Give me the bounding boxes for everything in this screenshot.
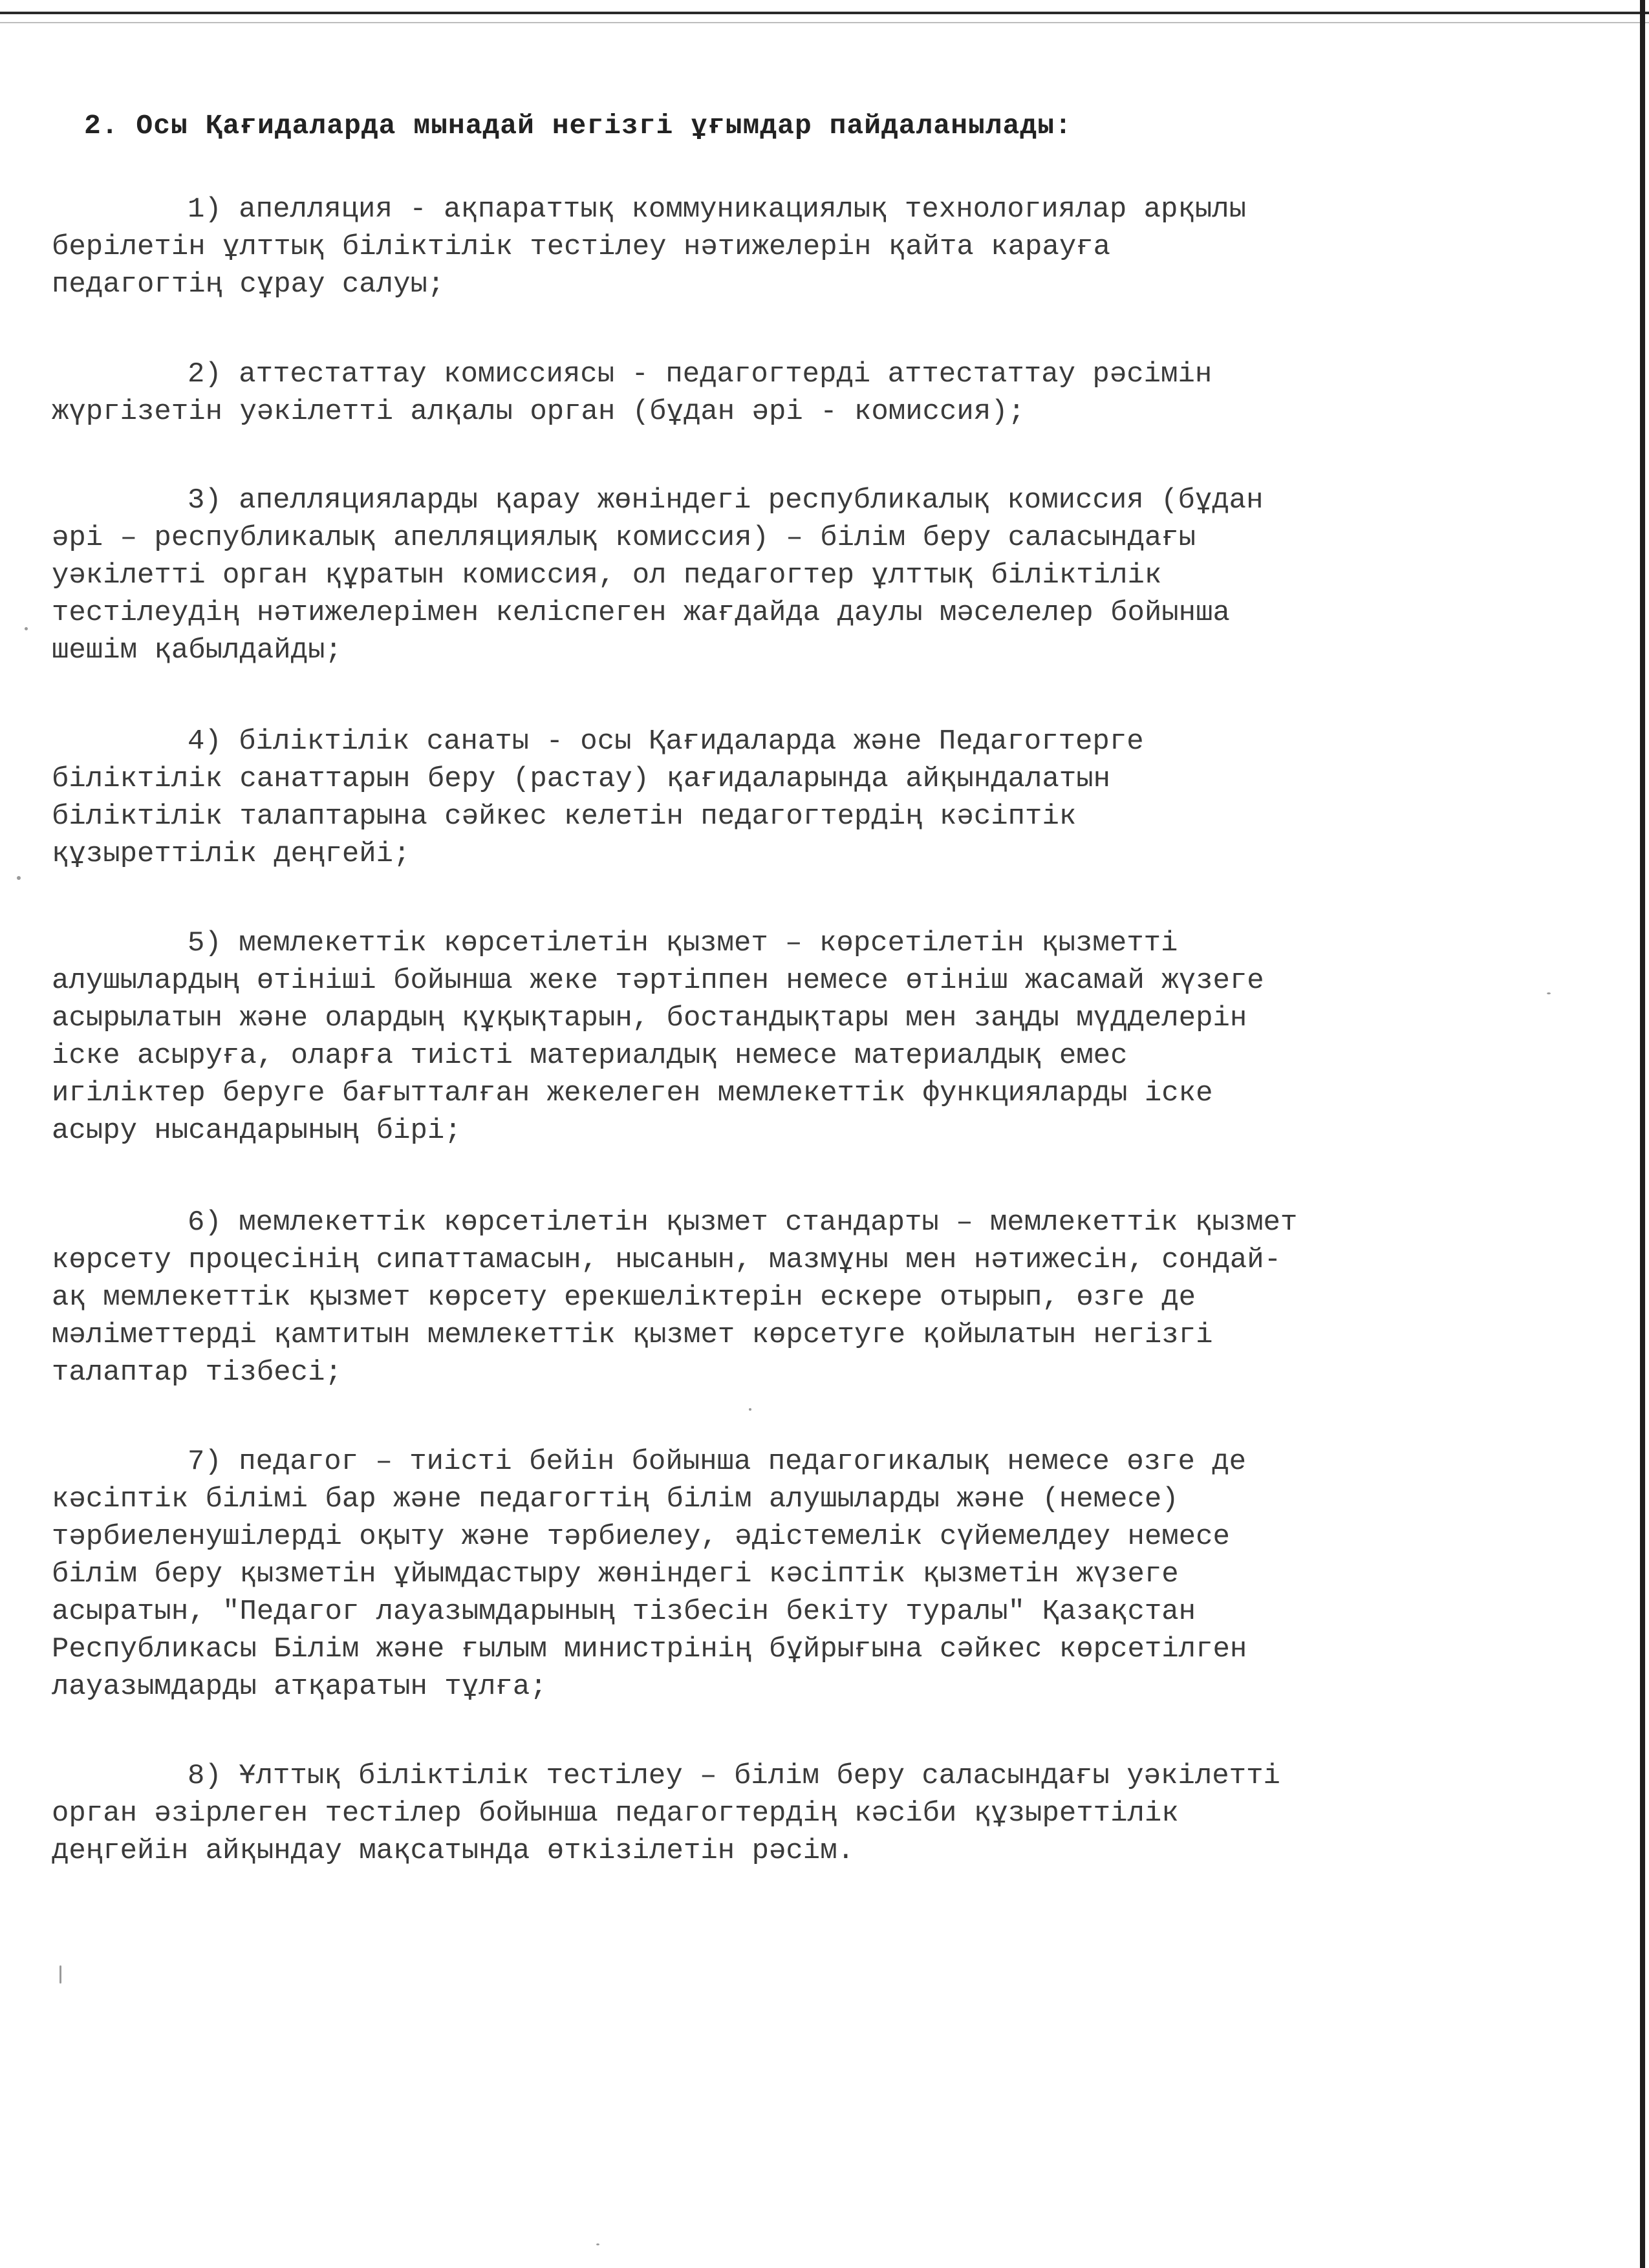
paragraph-line: берілетін ұлттық біліктілік тестілеу нәтижелерін қайта карауға — [52, 231, 1111, 263]
paragraph-line: 4) біліктілік санаты - осы Қағидаларда және Педагогтерге — [188, 725, 1144, 758]
paragraph-line: іске асыруға, оларға тиісті материалдық немесе материалдық емес — [52, 1040, 1128, 1072]
definition-paragraph-2 — [52, 356, 1617, 431]
paragraph-line: игіліктер беруге бағытталған жекелеген мемлекеттік функцияларды іске — [52, 1077, 1213, 1109]
paragraph-line: педагогтің сұрау салуы; — [52, 268, 445, 301]
definition-paragraph-8 — [52, 1757, 1617, 1870]
paragraph-line: лауазымдарды атқаратын тұлға; — [52, 1671, 547, 1703]
paragraph-line: Республикасы Білім және ғылым министрінің бұйрығына сәйкес көрсетілген — [52, 1633, 1247, 1665]
paragraph-line: білім беру қызметін ұйымдастыру жөніндегі кәсіптік қызметін жүзеге — [52, 1558, 1179, 1590]
scan-speck — [17, 876, 21, 880]
definition-paragraph-3 — [52, 482, 1617, 669]
paragraph-line: 1) апелляция - ақпараттық коммуникациялық технологиялар арқылы — [188, 193, 1247, 226]
section-heading: 2. Осы Қағидаларда мынадай негізгі ұғымдар пайдаланылады: — [84, 110, 1072, 142]
paragraph-line: кәсіптік білімі бар және педагогтің білім алушыларды және (немесе) — [52, 1483, 1179, 1515]
paragraph-line: тестілеудің нәтижелерімен келіспеген жағдайда даулы мәселелер бойынша — [52, 597, 1230, 629]
paragraph-line: асырылатын және олардың құқықтарын, бостандықтары мен заңды мүдделерін — [52, 1002, 1247, 1034]
paragraph-line: ақ мемлекеттік қызмет көрсету ерекшеліктерін ескере отырып, өзге де — [52, 1281, 1196, 1314]
paragraph-line: біліктілік талаптарына сәйкес келетін педагогтердің кәсіптік — [52, 800, 1077, 833]
paragraph-line: уәкілетті орган құратын комиссия, ол педагогтер ұлттық біліктілік — [52, 559, 1162, 592]
scan-edge-right — [1640, 0, 1645, 2268]
paragraph-line: жүргізетін уәкілетті алқалы орган (бұдан әрі - комиссия); — [52, 396, 1026, 428]
scan-speck — [1547, 992, 1551, 994]
paragraph-line: 2) аттестаттау комиссиясы - педагогтерді аттестаттау рәсімін — [188, 358, 1212, 390]
definition-paragraph-5 — [52, 925, 1617, 1150]
paragraph-line: деңгейін айқындау мақсатында өткізілетін рәсім. — [52, 1835, 855, 1867]
paragraph-line: 3) апелляцияларды қарау жөніндегі республикалық комиссия (бұдан — [188, 484, 1264, 517]
scan-speck — [59, 1965, 61, 1984]
scan-speck — [25, 627, 28, 630]
paragraph-line: 6) мемлекеттік көрсетілетін қызмет стандарты – мемлекеттік қызмет — [188, 1206, 1298, 1239]
paragraph-line: 8) Ұлттық біліктілік тестілеу – білім беру саласындағы уәкілетті — [188, 1760, 1280, 1792]
paragraph-line: асыратын, "Педагог лауазымдарының тізбесін бекіту туралы" Қазақстан — [52, 1596, 1196, 1628]
scan-speck — [749, 1408, 751, 1411]
definition-paragraph-7 — [52, 1443, 1617, 1706]
paragraph-line: көрсету процесінің сипаттамасын, нысанын, мазмұны мен нәтижесін, сондай- — [52, 1244, 1282, 1276]
paragraph-line: құзыреттілік деңгейі; — [52, 838, 411, 870]
paragraph-line: 7) педагог – тиісті бейін бойынша педагогикалық немесе өзге де — [188, 1446, 1247, 1478]
paragraph-line: алушылардың өтініші бойынша жеке тәртіппен немесе өтініш жасамай жүзеге — [52, 965, 1264, 997]
definition-paragraph-1 — [52, 191, 1617, 303]
paragraph-line: шешім қабылдайды; — [52, 634, 342, 667]
paragraph-line: 5) мемлекеттік көрсетілетін қызмет – көрсетілетін қызметті — [188, 927, 1178, 959]
paragraph-line: орган әзірлеген тестілер бойынша педагогтердің кәсіби құзыреттілік — [52, 1797, 1179, 1830]
definition-paragraph-4 — [52, 723, 1617, 873]
definition-paragraph-6 — [52, 1204, 1617, 1391]
scan-speck — [596, 2243, 599, 2245]
paragraph-line: мәліметтерді қамтитын мемлекеттік қызмет көрсетуге қойылатын негізгі — [52, 1319, 1213, 1351]
paragraph-line: біліктілік санаттарын беру (растау) қағидаларында айқындалатын — [52, 763, 1111, 795]
paragraph-line: талаптар тізбесі; — [52, 1356, 342, 1389]
paragraph-line: әрі – республикалық апелляциялық комиссия) – білім беру саласындағы — [52, 522, 1196, 554]
paragraph-line: асыру нысандарының бірі; — [52, 1115, 462, 1147]
paragraph-line: тәрбиеленушілерді оқыту және тәрбиелеу, әдістемелік сүйемелдеу немесе — [52, 1521, 1230, 1553]
